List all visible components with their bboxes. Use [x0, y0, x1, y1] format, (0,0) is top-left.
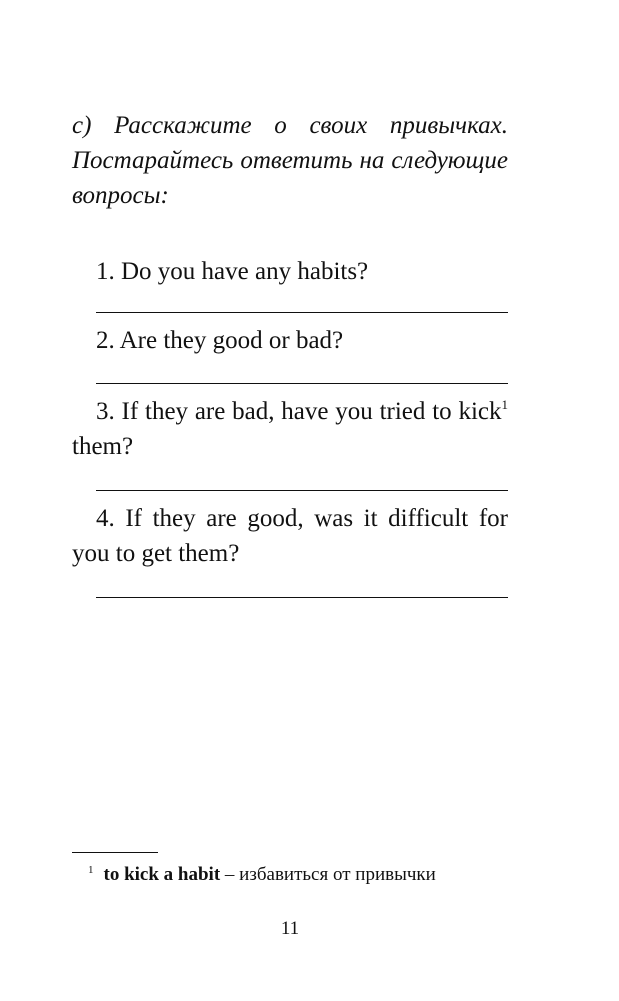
- question-3-text: 3. If they are bad, have you tried to kick: [96, 398, 502, 425]
- footnote-reference: 1: [501, 397, 508, 412]
- question-4: 4. If they are good, was it difficult for you to get them?: [72, 505, 508, 567]
- footnote-separator: [72, 852, 158, 853]
- answer-line-3[interactable]: [96, 490, 508, 491]
- question-2: 2. Are they good or bad?: [96, 327, 344, 354]
- question-1: 1. Do you have any habits?: [96, 258, 369, 285]
- answer-line-1[interactable]: [96, 312, 508, 313]
- page-number: 11: [280, 918, 300, 939]
- footnote-term: to kick a habit: [103, 864, 221, 885]
- answer-line-2[interactable]: [96, 383, 508, 384]
- footnote-definition: избавиться от привычки: [239, 864, 436, 885]
- question-3: [72, 394, 508, 464]
- footnote-separator-dash: –: [220, 864, 240, 885]
- question-3-text-end: them?: [72, 433, 134, 460]
- footnote-mark: 1: [88, 864, 94, 876]
- answer-line-4[interactable]: [96, 597, 508, 598]
- exercise-instruction: c) Расскажите о своих привычках. Постарайтесь ответить на следующие вопросы:: [72, 112, 508, 209]
- footnote: [88, 862, 436, 888]
